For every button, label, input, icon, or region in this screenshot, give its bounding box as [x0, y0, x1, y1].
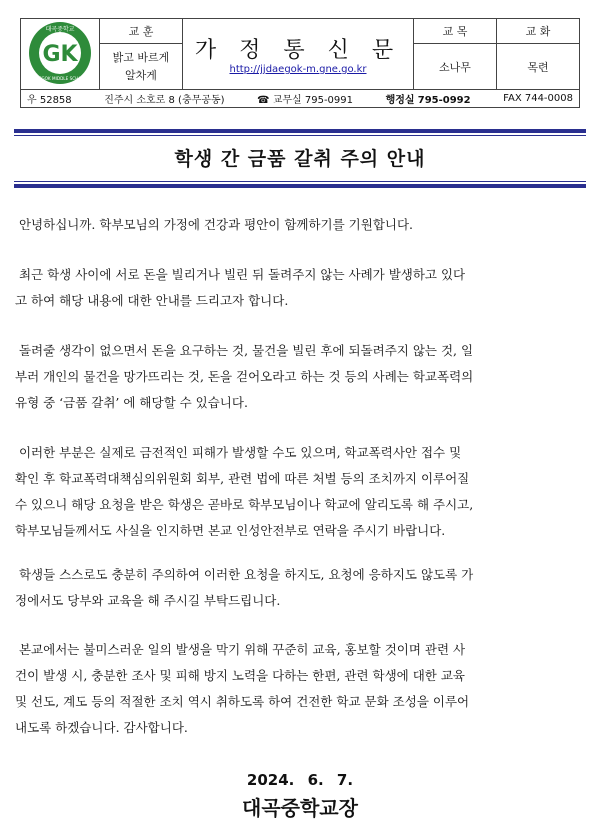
newsletter-header — [20, 18, 580, 90]
postal-code: 우 52858 — [27, 95, 72, 106]
newsletter-title: 가 정 통 신 문 — [194, 38, 402, 63]
svg-text:DAEGOK MIDDLE SCHOOL: DAEGOK MIDDLE SCHOOL — [32, 75, 88, 81]
motto-line-2: 알차게 — [125, 68, 157, 82]
notice-paragraph — [15, 637, 585, 741]
paragraph-line: 본교에서는 불미스러운 일의 발생을 막기 위해 꾸준히 교육, 홍보할 것이며 관련 사 — [15, 642, 466, 657]
paragraph-line: 및 선도, 계도 등의 적절한 조치 역시 취하도록 하여 건전한 학교 문화 조성을 이루어 — [15, 694, 470, 709]
school-logo — [21, 19, 100, 90]
title-rule-bottom — [14, 184, 586, 188]
paragraph-line: 학생들 스스로도 충분히 주의하여 이러한 요청을 하지도, 요청에 응하지도 않도록 가 — [15, 567, 474, 582]
school-flower-label: 교 화 — [497, 19, 580, 44]
paragraph-line: 확인 후 학교폭력대책심의위원회 회부, 관련 법에 따른 처벌 등의 조치까지 이루어질 — [15, 471, 470, 486]
paragraph-line: 수 있으니 해당 요청을 받은 학생은 곧바로 학부모님이나 학교에 알리도록 해 주시고, — [15, 497, 474, 512]
notice-paragraph — [15, 212, 585, 238]
svg-text:대곡중학교: 대곡중학교 — [45, 25, 75, 33]
principal-signature: 대곡중학교장 — [242, 796, 358, 820]
notice-paragraph — [15, 262, 585, 314]
paragraph-line: 학부모님들께서도 사실을 인지하면 본교 인성안전부로 연락을 주시기 바랍니다. — [15, 523, 446, 538]
paragraph-line: 이러한 부분은 실제로 금전적인 피해가 발생할 수도 있으며, 학교폭력사안 접수 및 — [15, 445, 462, 460]
paragraph-line: 부러 개인의 물건을 망가뜨리는 것, 돈을 걷어오라고 하는 것 등의 사례는 학교폭력의 — [15, 369, 474, 384]
admin-phone-label: 행정실 — [385, 95, 415, 106]
notice-title: 학생 간 금품 갈취 주의 안내 — [174, 148, 426, 170]
paragraph-line: 안녕하십니까. 학부모님의 가정에 건강과 평안이 함께하기를 기원합니다. — [15, 217, 414, 232]
admin-phone — [386, 91, 471, 106]
motto-label: 교 훈 — [100, 19, 183, 44]
notice-paragraph — [15, 440, 585, 544]
paragraph-line: 유형 중 ‘금품 갈취’ 에 해당할 수 있습니다. — [15, 395, 248, 410]
title-rule-top-thin — [14, 135, 586, 136]
motto-line-1: 밝고 바르게 — [112, 50, 170, 64]
notice-paragraph — [15, 562, 585, 614]
admin-phone-number: 795-0992 — [417, 95, 471, 106]
title-rule-bottom-thin — [14, 181, 586, 182]
svg-text:GK: GK — [42, 41, 78, 67]
paragraph-line: 정에서도 당부와 교육을 해 주시길 부탁드립니다. — [15, 593, 281, 608]
address-bar — [20, 90, 580, 108]
school-emblem-icon — [25, 20, 95, 86]
title-rule-top — [14, 129, 586, 133]
newsletter-title-cell — [183, 19, 414, 90]
school-flower-value: 목련 — [497, 44, 580, 90]
motto-value — [100, 44, 183, 90]
paragraph-line: 돌려줄 생각이 없으면서 돈을 요구하는 것, 물건을 빌린 후에 되돌려주지 않는 것, 일 — [15, 343, 474, 358]
paragraph-line: 최근 학생 사이에 서로 돈을 빌리거나 빌린 뒤 돌려주지 않는 사례가 발생하고 있다 — [15, 267, 466, 282]
school-tree-value: 소나무 — [414, 44, 497, 90]
staff-phone: ☎ 교무실 795-0991 — [257, 95, 354, 106]
street-address: 진주시 소호로 8 (충무공동) — [104, 95, 225, 106]
paragraph-line: 내도록 하겠습니다. 감사합니다. — [15, 720, 188, 735]
paragraph-line: 건이 발생 시, 충분한 조사 및 피해 방지 노력을 다하는 한편, 관련 학생에 대한 교육 — [15, 668, 465, 683]
fax-number: FAX 744-0008 — [503, 93, 573, 104]
paragraph-line: 고 하여 해당 내용에 대한 안내를 드리고자 합니다. — [15, 293, 289, 308]
notice-date: 2024. 6. 7. — [246, 771, 354, 789]
school-tree-label: 교 목 — [414, 19, 497, 44]
notice-paragraph — [15, 338, 585, 416]
school-url-link[interactable]: http://jjdaegok-m.gne.go.kr — [229, 64, 367, 75]
